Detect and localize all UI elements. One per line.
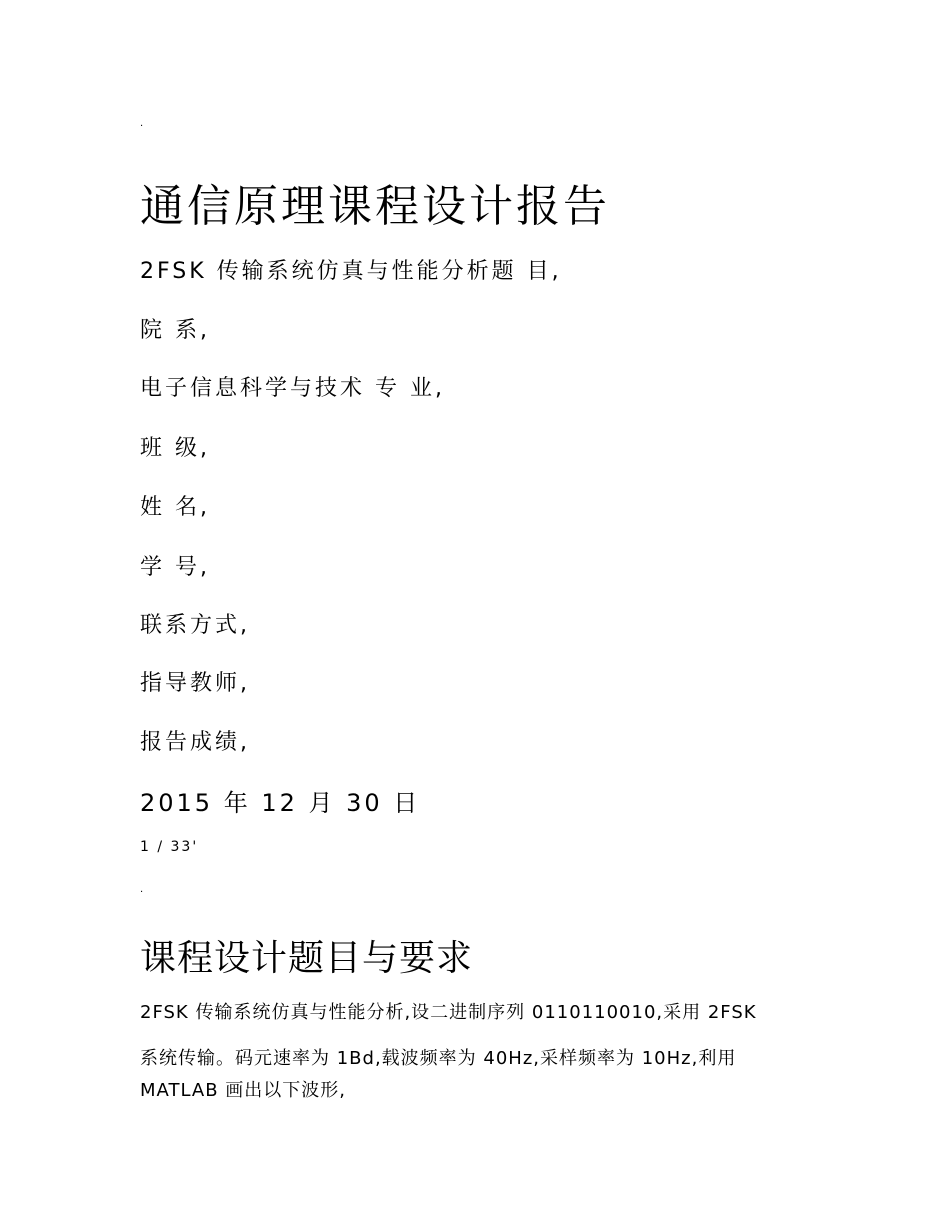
field-advisor: 指导教师, [140, 671, 250, 696]
field-major: 电子信息科学与技术 专 业, [140, 376, 445, 401]
report-title: 通信原理课程设计报告 [140, 181, 610, 232]
paragraph-line-1: 2FSK 传输系统仿真与性能分析,设二进制序列 0110110010,采用 2FSK [140, 1002, 757, 1023]
field-student-id: 学 号, [140, 555, 210, 580]
page-number: 1 / 33' [140, 839, 199, 855]
report-date: 2015 年 12 月 30 日 [140, 789, 421, 817]
page-top-dot-2: . [140, 884, 144, 895]
field-contact: 联系方式, [140, 613, 250, 638]
field-class: 班 级, [140, 436, 210, 461]
field-department: 院 系, [140, 318, 210, 343]
page-top-dot: . [140, 118, 144, 129]
paragraph-line-3: MATLAB 画出以下波形, [140, 1080, 346, 1101]
field-name: 姓 名, [140, 495, 210, 520]
paragraph-line-2: 系统传输。码元速率为 1Bd,载波频率为 40Hz,采样频率为 10Hz,利用 [140, 1048, 737, 1069]
field-grade: 报告成绩, [140, 730, 250, 755]
section-heading: 课程设计题目与要求 [140, 938, 474, 979]
field-topic: 2FSK 传输系统仿真与性能分析题 目, [140, 259, 562, 284]
